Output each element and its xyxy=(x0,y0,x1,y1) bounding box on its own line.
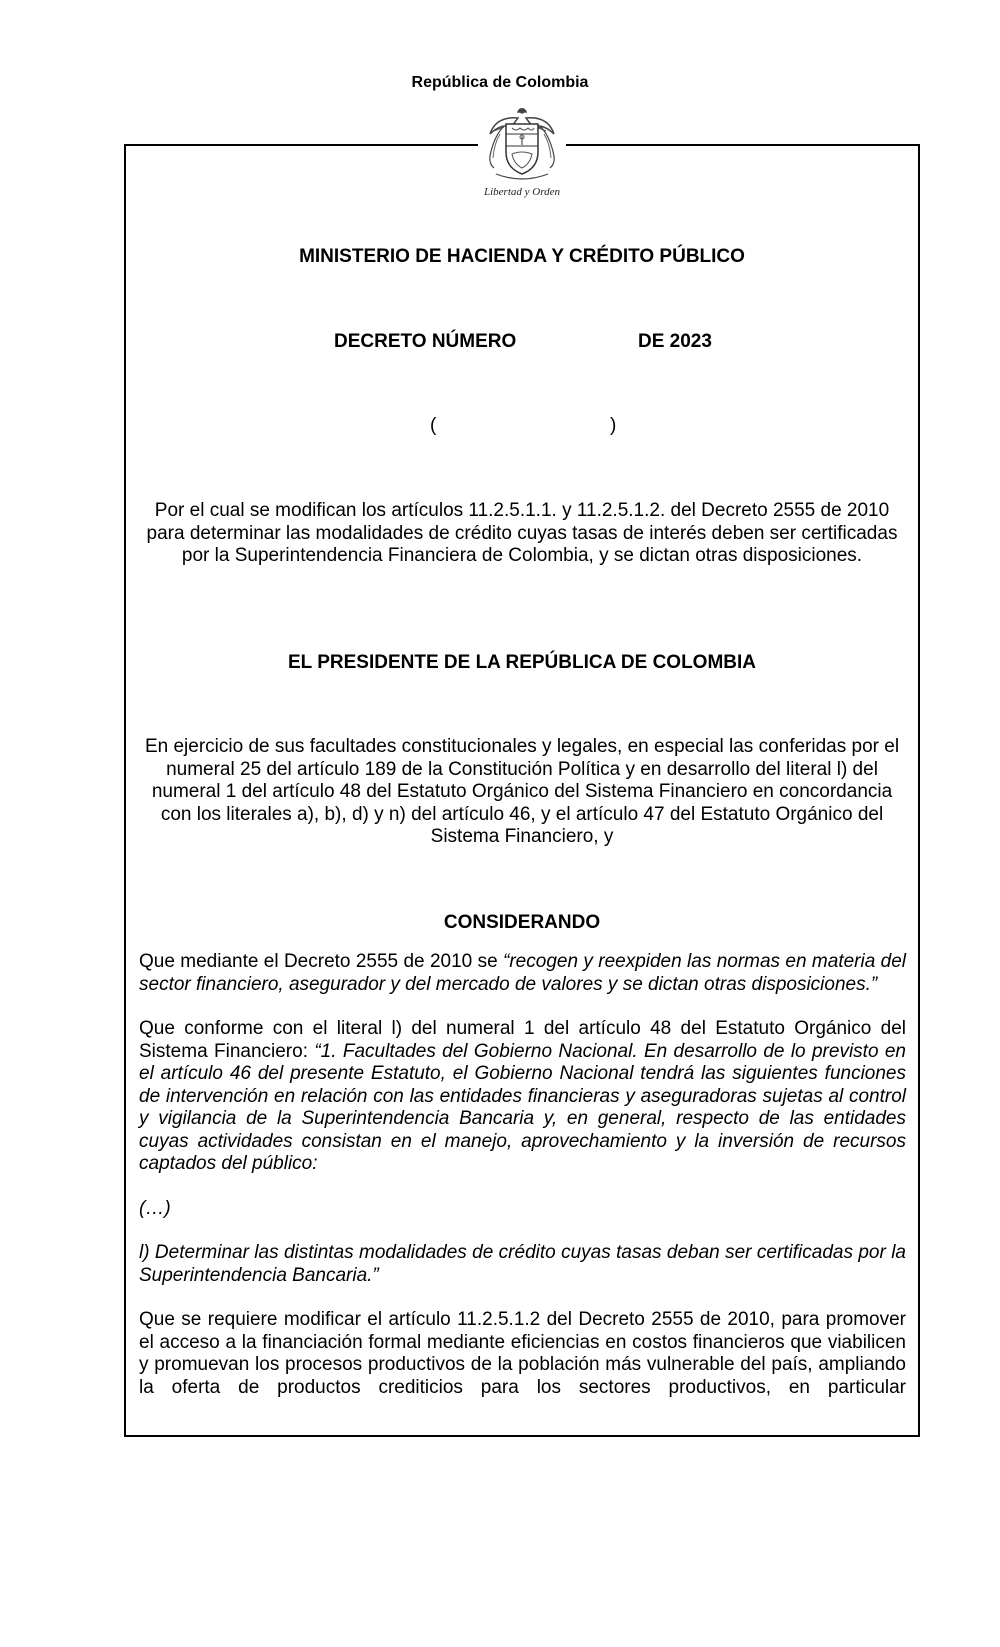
paren-close: ) xyxy=(610,415,617,436)
considering-paragraph-1 xyxy=(139,951,906,996)
powers-clause: En ejercicio de sus facultades constitucionales y legales, en especial las conferidas por el numeral 25 del artículo 189 de la Constitución Política y en desarrollo del literal l) del numeral 1 del artículo 48 del Estatuto Orgánico del Sistema Financiero en concordancia con los literales a), b), d) y n) del artículo 46, y el artículo 47 del Estatuto Orgánico del Sistema Financiero, y xyxy=(144,736,900,847)
ministry-title: MINISTERIO DE HACIENDA Y CRÉDITO PÚBLICO xyxy=(299,246,745,267)
president-heading: EL PRESIDENTE DE LA REPÚBLICA DE COLOMBIA xyxy=(288,652,756,673)
quoted-text: “recogen y reexpiden las normas en materia del sector financiero, asegurador y del mercado de valores y se dictan otras disposiciones.” xyxy=(139,951,906,995)
considering-body xyxy=(139,951,906,1399)
decree-year-label: DE 2023 xyxy=(638,331,712,352)
coat-of-arms-icon xyxy=(478,104,566,186)
decree-number-label: DECRETO NÚMERO xyxy=(334,331,517,352)
quoted-text: “1. Facultades del Gobierno Nacional. En desarrollo de lo previsto en el artículo 46 del presente Estatuto, el Gobierno Nacional tendrá las siguientes funciones de intervención en relación con las entidades financieras y aseguradoras sujetas al control y vigilancia de la Superintendencia Bancaria y, en general, respecto de las entidades cuyas actividades consistan en el manejo, aprovechamiento y la inversión de recursos captados del público: xyxy=(139,1040,906,1174)
seal-motto: Libertad y Orden xyxy=(484,186,560,198)
country-header: República de Colombia xyxy=(411,74,589,91)
ellipsis-paragraph: (…) xyxy=(139,1197,171,1219)
paren-open: ( xyxy=(430,415,437,436)
considering-paragraph-5: Que se requiere modificar el artículo 11.2.5.1.2 del Decreto 2555 de 2010, para promover el acceso a la financiación formal mediante eficiencias en costos financieros que viabilicen y promuevan los procesos productivos de la población más vulnerable del país, ampliando la oferta de productos crediticios para los sectores productivos, en particular xyxy=(139,1309,906,1398)
paragraph-text: Que mediante el Decreto 2555 de 2010 se xyxy=(139,951,504,972)
considering-paragraph-2 xyxy=(139,1018,906,1176)
paragraph-text: Que conforme con el literal l) del numeral 1 del artículo 48 del Estatuto Orgánico del Sistema Financiero: xyxy=(139,1018,906,1062)
quoted-literal-l: l) Determinar las distintas modalidades de crédito cuyas tasas deban ser certificadas por la Superintendencia Bancaria.” xyxy=(139,1242,906,1286)
coat-of-arms-seal xyxy=(478,104,566,204)
considering-heading: CONSIDERANDO xyxy=(443,912,601,933)
decree-subject: Por el cual se modifican los artículos 11.2.5.1.1. y 11.2.5.1.2. del Decreto 2555 de 2010 para determinar las modalidades de crédito cuyas tasas de interés deben ser certificadas por la Superintendencia Financiera de Colombia, y se dictan otras disposiciones. xyxy=(146,500,898,566)
